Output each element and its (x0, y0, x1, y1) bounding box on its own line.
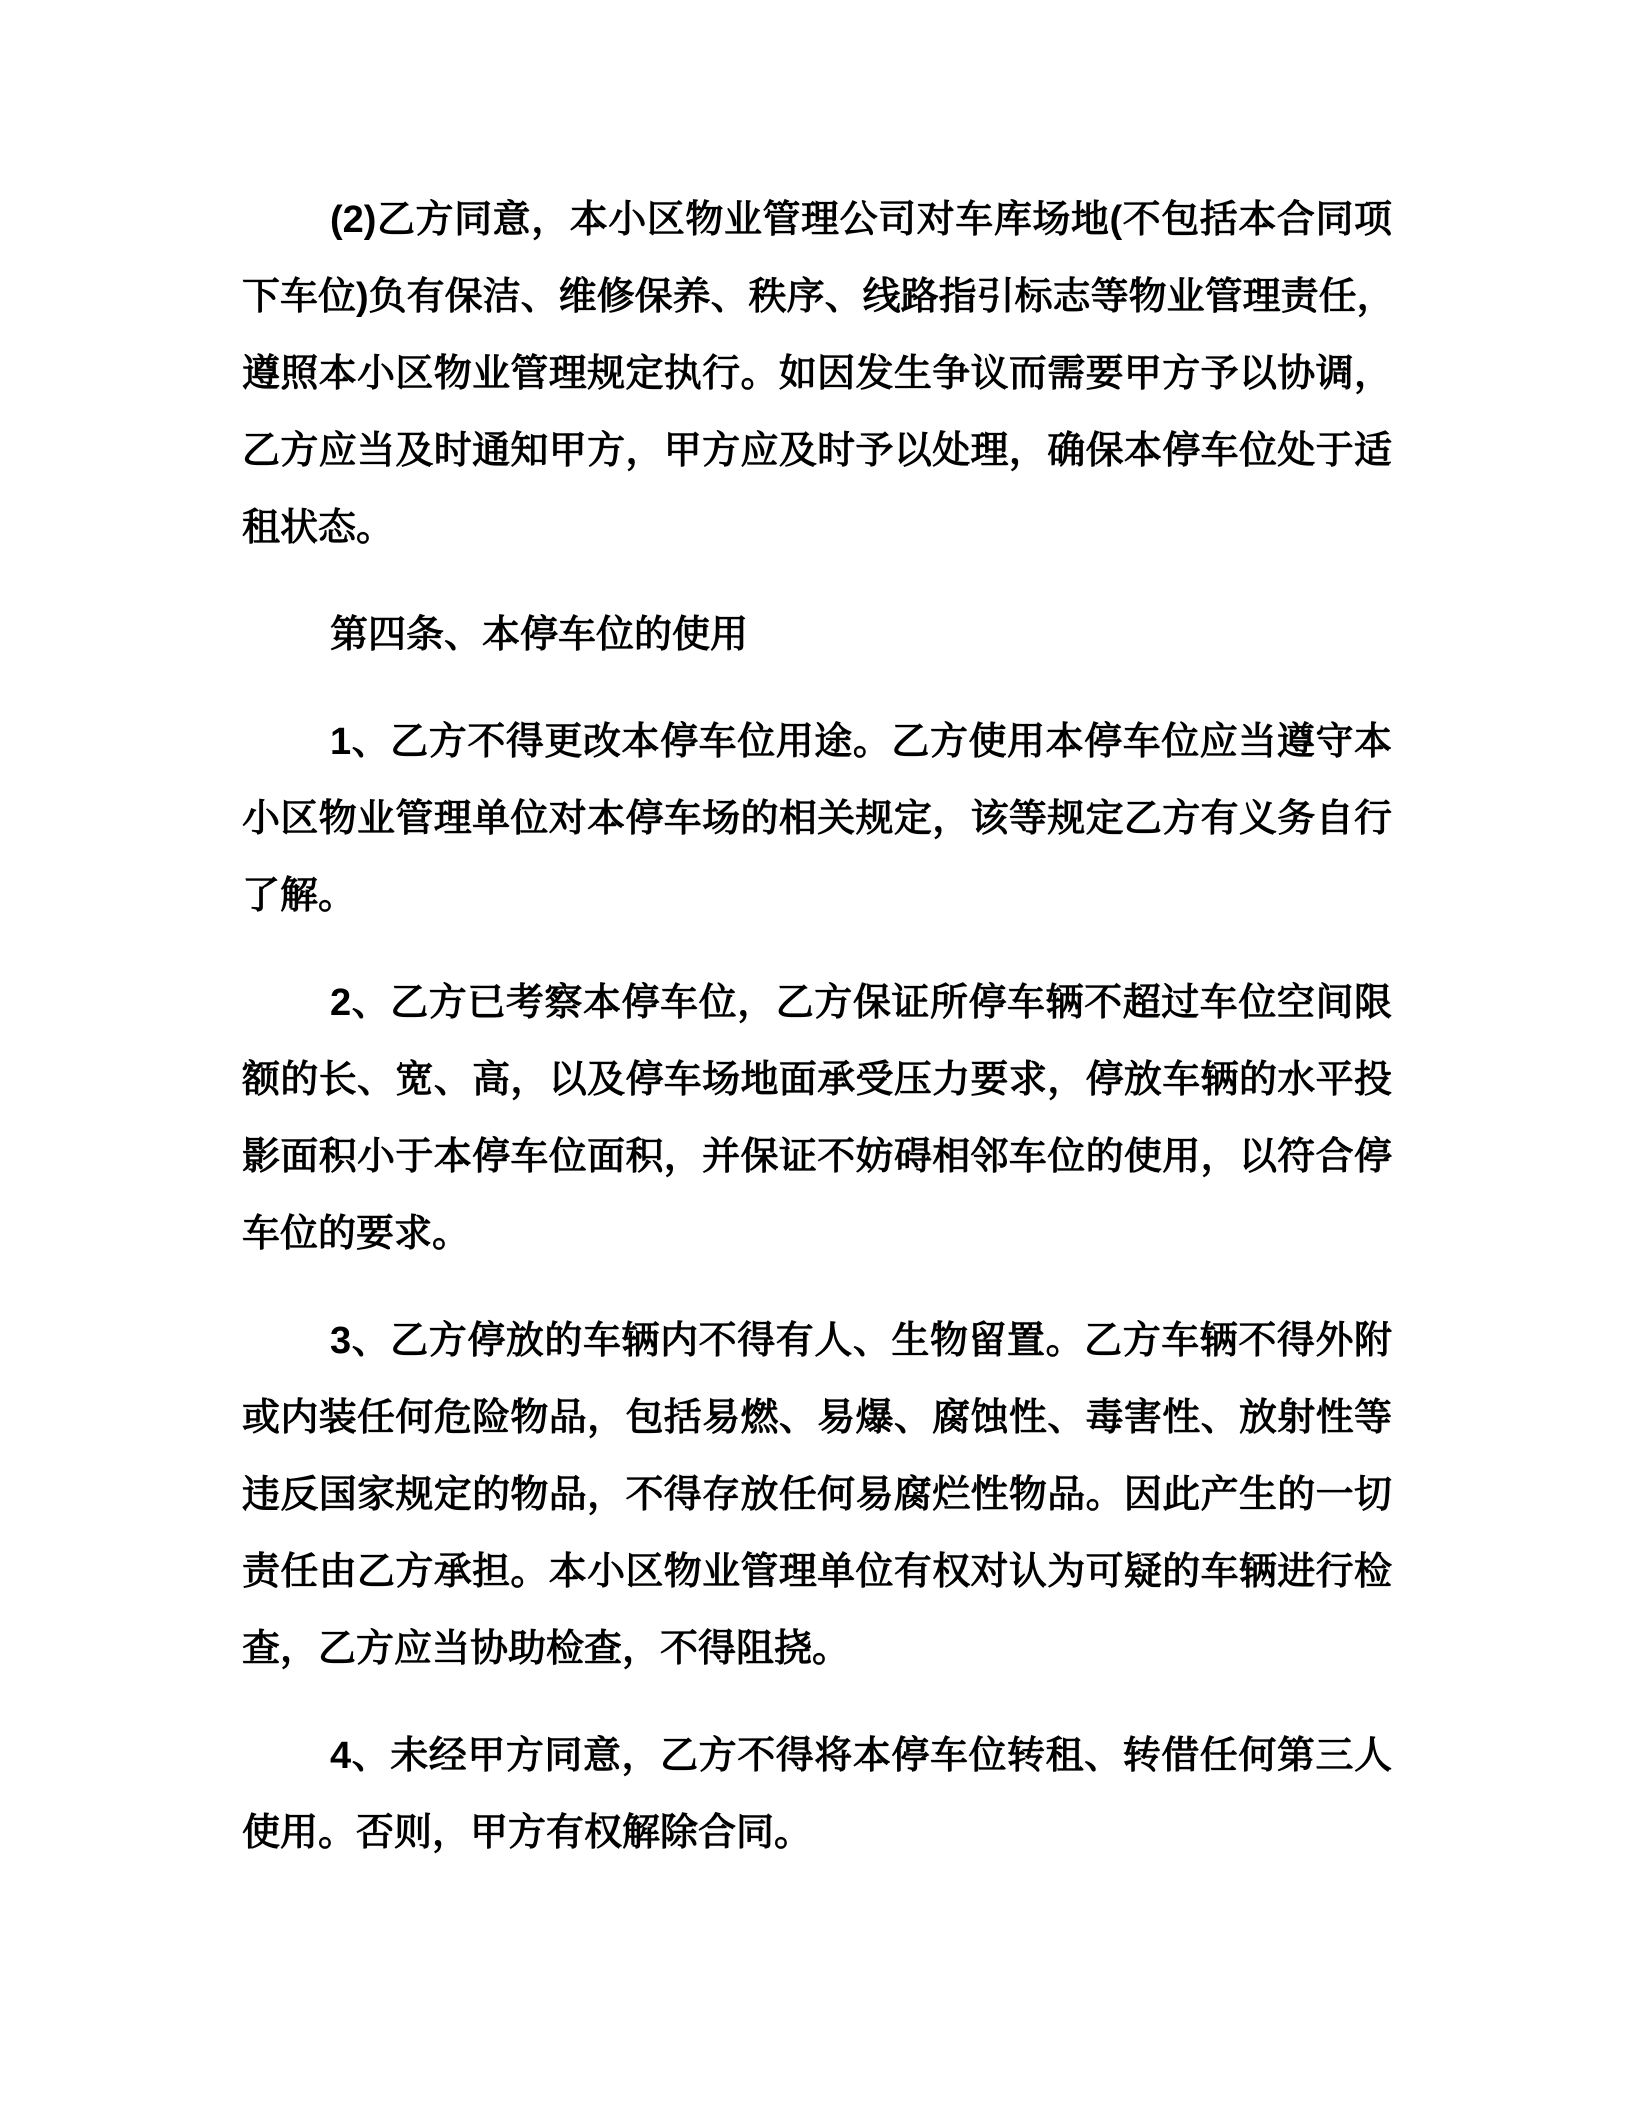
text-line: 影面积小于本停车位面积，并保证不妨碍相邻车位的使用，以符合停 (242, 1136, 1392, 1178)
text-line: 下车位)负有保洁、维修保养、秩序、线路指引标志等物业管理责任， (242, 276, 1395, 318)
text-line: 租状态。 (242, 507, 395, 549)
clause-item-2 (242, 182, 1395, 567)
text-line: 额的长、宽、高，以及停车场地面承受压力要求，停放车辆的水平投 (242, 1059, 1392, 1101)
text-line: 2、乙方已考察本停车位，乙方保证所停车辆不超过车位空间限 (330, 982, 1392, 1024)
article-4-item-1 (242, 704, 1392, 935)
text-line: 遵照本小区物业管理规定执行。如因发生争议而需要甲方予以协调， (242, 353, 1392, 395)
text-line: 小区物业管理单位对本停车场的相关规定，该等规定乙方有义务自行 (242, 798, 1392, 840)
text-line: 查，乙方应当协助检查，不得阻挠。 (242, 1628, 851, 1670)
text-line: 1、乙方不得更改本停车位用途。乙方使用本停车位应当遵守本 (330, 721, 1392, 763)
article-4-heading (242, 597, 1392, 674)
text-line: 责任由乙方承担。本小区物业管理单位有权对认为可疑的车辆进行检 (242, 1551, 1392, 1593)
heading-line: 第四条、本停车位的使用 (330, 614, 749, 656)
document-text-body (242, 182, 1395, 1872)
article-4-item-2 (242, 965, 1392, 1273)
text-line: 4、未经甲方同意，乙方不得将本停车位转租、转借任何第三人 (330, 1735, 1392, 1777)
text-line: (2)乙方同意，本小区物业管理公司对车库场地(不包括本合同项 (330, 199, 1392, 241)
text-line: 乙方应当及时通知甲方，甲方应及时予以处理，确保本停车位处于适 (242, 430, 1392, 472)
text-line: 或内装任何危险物品，包括易燃、易爆、腐蚀性、毒害性、放射性等 (242, 1397, 1392, 1439)
text-line: 车位的要求。 (242, 1213, 471, 1255)
article-4-item-3 (242, 1303, 1392, 1688)
text-line: 了解。 (242, 875, 357, 917)
article-4-item-4 (242, 1718, 1392, 1872)
text-line: 使用。否则，甲方有权解除合同。 (242, 1812, 813, 1854)
text-line: 违反国家规定的物品，不得存放任何易腐烂性物品。因此产生的一切 (242, 1474, 1392, 1516)
text-line: 3、乙方停放的车辆内不得有人、生物留置。乙方车辆不得外附 (330, 1320, 1392, 1362)
